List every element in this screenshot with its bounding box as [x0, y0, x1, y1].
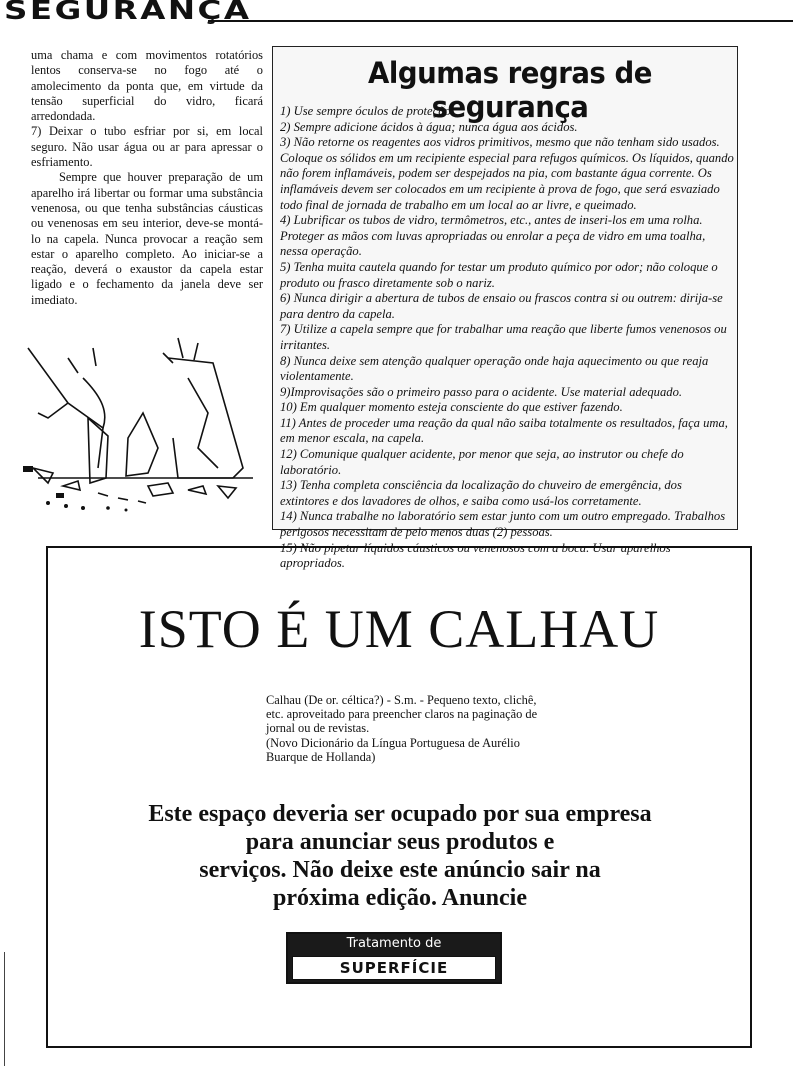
rule-item: 10) Em qualquer momento esteja consciente do que estiver fazendo. [280, 400, 623, 415]
rule-item: 4) Lubrificar os tubos de vidro, termômetros, etc., antes de inseri-los em uma rolha. Proteger as mãos com luvas apropriadas ou enrolar a peça de vidro em uma toalha, nessa operação. [280, 213, 706, 259]
broken-glassware-illustration [8, 318, 278, 518]
ad-line: serviços. Não deixe este anúncio sair na [199, 857, 601, 883]
left-paragraph-2: 7) Deixar o tubo esfriar por si, em local seguro. Não usar água ou ar para apressar o esfriamento. [31, 124, 263, 170]
calhau-ad-text [110, 800, 690, 912]
calhau-definition [266, 693, 554, 764]
tratamento-de-superficie-logo [286, 932, 502, 984]
rule-item: 2) Sempre adicione ácidos à água; nunca água aos ácidos. [280, 119, 578, 134]
left-column-text [31, 48, 263, 308]
header-rule [208, 20, 793, 22]
rule-item: 15) Não pipetar líquidos cáusticos ou venenosos com a boca. Usar aparelhos apropriados. [280, 540, 671, 571]
logo-top-text: Tratamento de [346, 936, 442, 951]
logo-bottom-text: SUPERFÍCIE [292, 956, 496, 980]
ad-line: para anunciar seus produtos e [245, 829, 555, 855]
rule-item: 6) Nunca dirigir a abertura de tubos de ensaio ou frascos contra si ou outrem: dirija-se para dentro da capela. [280, 291, 723, 321]
safety-rules-list [280, 104, 734, 572]
rule-item: 12) Comunique qualquer acidente, por menor que seja, ao instrutor ou chefe do laboratório. [280, 447, 684, 477]
rule-item: 1) Use sempre óculos de proteção. [280, 104, 454, 118]
rule-item: 5) Tenha muita cautela quando for testar um produto químico por odor; não coloque o produto ou frasco diretamente sob o nariz. [280, 259, 718, 290]
definition-text: Calhau (De or. céltica?) - S.m. - Pequeno texto, clichê, etc. aproveitado para preencher claros na paginação de jornal ou de revistas. [266, 693, 538, 736]
page-margin-line [4, 952, 5, 1066]
ad-line: próxima edição. Anuncie [272, 885, 527, 911]
rule-item: 7) Utilize a capela sempre que for trabalhar uma reação que liberte fumos venenosos ou irritantes. [280, 322, 727, 352]
left-paragraph-3: Sempre que houver preparação de um aparelho irá libertar ou formar uma substância venenosa, ou que tenha substâncias cáusticas ou venenosas em seu interior, deve-se montá-lo na capela. Nunca provocar a reação sem estar o aparelho completo. Ao iniciar-se a reação, deverá o exaustor da capela estar ligado e o fechamento da janela deve ser imediato. [31, 170, 263, 307]
rule-item: 3) Não retorne os reagentes aos vidros primitivos, mesmo que não tenham sido usados. Coloque os sólidos em um recipiente especial para refugos químicos. Os líquidos, quando não forem inflamáveis, podem ser despejados na pia, com bastante água corrente. Os inflamáveis devem ser colocados em um recipiente à prova de fogo, que será esvaziado todo final de jornada de trabalho em um local ao ar livre, e queimado. [280, 135, 734, 212]
rule-item: 13) Tenha completa consciência da localização do chuveiro de emergência, dos extintores e dos lavadores de olhos, e saiba como usá-los corretamente. [280, 478, 682, 508]
rule-item: 14) Nunca trabalhe no laboratório sem estar junto com um outro empregado. Trabalhos perigosos necessitam de pelo menos duas (2) pessoas. [280, 509, 726, 540]
calhau-title: ISTO É UM CALHAU [138, 599, 660, 659]
rule-item: 11) Antes de proceder uma reação da qual não saiba totalmente os resultados, faça uma, em menor escala, na capela. [280, 415, 728, 446]
safety-rules-title: Algumas regras de segurança [368, 56, 652, 124]
ad-line: Este espaço deveria ser ocupado por sua empresa [148, 801, 652, 827]
definition-source: (Novo Dicionário da Língua Portuguesa de Aurélio Buarque de Hollanda) [266, 735, 520, 764]
section-header-title: SEGURANÇA [4, 0, 252, 26]
left-paragraph-1: uma chama e com movimentos rotatórios lentos conserva-se no fogo até o amolecimento da ponta que, em virtude da tensão superficial do vidro, ficará arredondada. [31, 48, 263, 124]
rule-item: 9)Improvisações são o primeiro passo para o acidente. Use material adequado. [280, 384, 683, 399]
rule-item: 8) Nunca deixe sem atenção qualquer operação onde haja aquecimento ou que reaja violentamente. [280, 353, 709, 384]
